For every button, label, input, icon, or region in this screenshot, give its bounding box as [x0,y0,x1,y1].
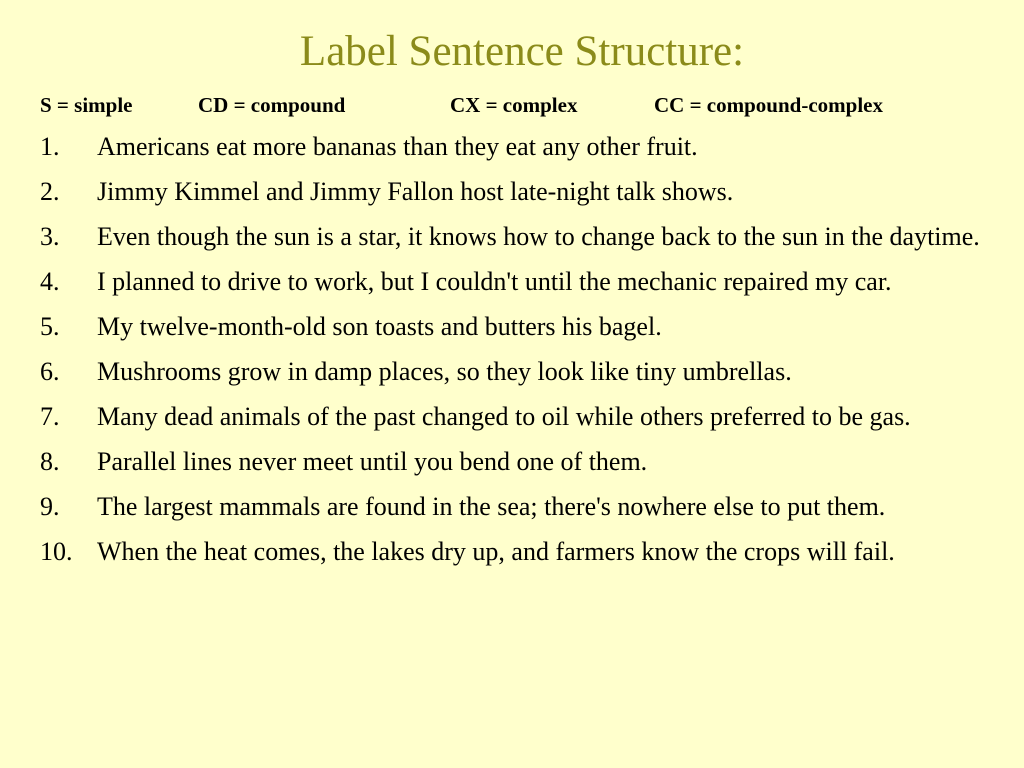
item-text: Many dead animals of the past changed to oil while others preferred to be gas. [97,402,911,431]
item-text: Even though the sun is a star, it knows how to change back to the sun in the daytime. [97,222,980,251]
sentence-list [0,128,1024,578]
item-text: Parallel lines never meet until you bend one of them. [97,447,648,476]
legend-simple: S = simple [40,93,133,117]
list-item [0,173,1024,210]
item-text: I planned to drive to work, but I couldn't until the mechanic repaired my car. [97,267,892,296]
item-text: When the heat comes, the lakes dry up, and farmers know the crops will fail. [97,537,895,566]
item-number: 1. [40,132,60,161]
item-text: Jimmy Kimmel and Jimmy Fallon host late-night talk shows. [97,177,734,206]
item-text: My twelve-month-old son toasts and butters his bagel. [97,312,662,341]
list-item [0,263,1024,300]
list-item [0,488,1024,525]
list-item [0,308,1024,345]
item-number: 9. [40,492,60,521]
item-text: Mushrooms grow in damp places, so they look like tiny umbrellas. [97,357,792,386]
item-text: The largest mammals are found in the sea; there's nowhere else to put them. [97,492,886,521]
legend-complex: CX = complex [450,93,578,117]
item-number: 7. [40,402,60,431]
item-number: 6. [40,357,60,386]
legend [40,91,1000,119]
item-text: Americans eat more bananas than they eat any other fruit. [97,132,698,161]
legend-compound: CD = compound [198,93,346,117]
list-item [0,533,1024,570]
item-number: 2. [40,177,60,206]
list-item [0,398,1024,435]
item-number: 5. [40,312,60,341]
list-item [0,353,1024,390]
list-item [0,443,1024,480]
legend-compound-complex: CC = compound-complex [654,93,883,117]
item-number: 3. [40,222,60,251]
list-item [0,218,1024,255]
slide-title: Label Sentence Structure: [299,28,745,75]
item-number: 10. [40,537,73,566]
list-item [0,128,1024,165]
item-number: 8. [40,447,60,476]
item-number: 4. [40,267,60,296]
